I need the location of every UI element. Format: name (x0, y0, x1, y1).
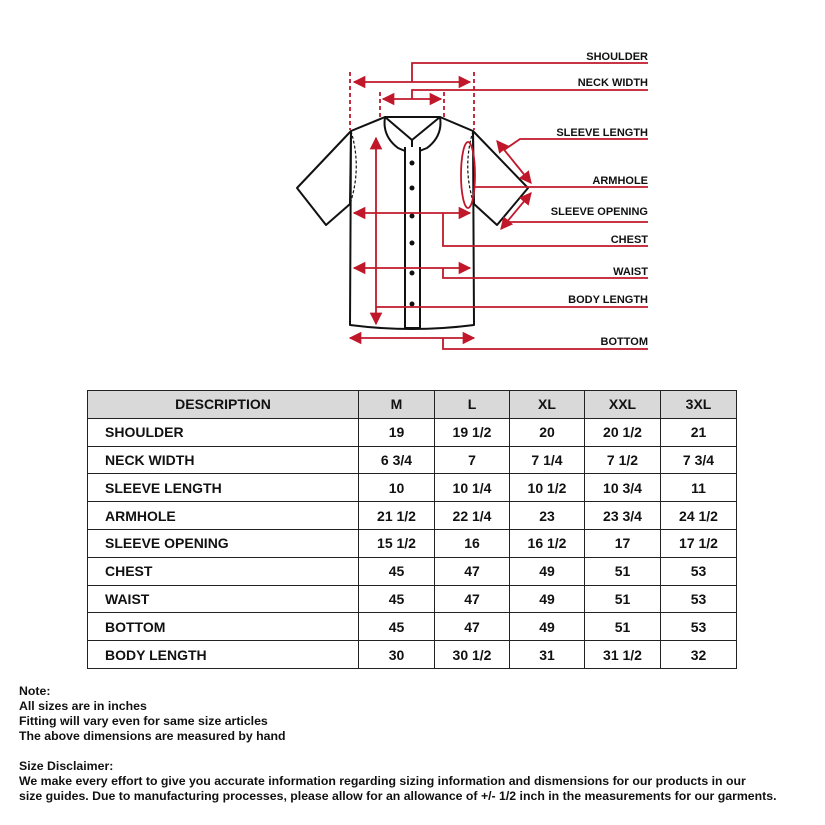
row-description: SHOULDER (88, 418, 359, 446)
size-value-cell: 31 1/2 (585, 641, 661, 669)
header-size-l: L (435, 391, 510, 419)
size-value-cell: 19 (359, 418, 435, 446)
size-value-cell: 10 (359, 474, 435, 502)
size-value-cell: 30 (359, 641, 435, 669)
size-value-cell: 53 (661, 557, 737, 585)
size-value-cell: 22 1/4 (435, 502, 510, 530)
shirt-outline (297, 117, 528, 329)
row-description: ARMHOLE (88, 502, 359, 530)
label-armhole: ARMHOLE (592, 175, 648, 187)
disclaimer-title: Size Disclaimer: (19, 759, 114, 773)
note-title: Note: (19, 684, 51, 698)
row-description: NECK WIDTH (88, 446, 359, 474)
size-value-cell: 53 (661, 585, 737, 613)
size-value-cell: 53 (661, 613, 737, 641)
size-value-cell: 45 (359, 557, 435, 585)
size-value-cell: 51 (585, 557, 661, 585)
label-bottom: BOTTOM (600, 336, 648, 348)
size-value-cell: 7 (435, 446, 510, 474)
table-row (88, 613, 737, 641)
table-row (88, 529, 737, 557)
note-line: All sizes are in inches (19, 699, 147, 713)
size-value-cell: 15 1/2 (359, 529, 435, 557)
row-description: BOTTOM (88, 613, 359, 641)
row-description: WAIST (88, 585, 359, 613)
row-description: SLEEVE OPENING (88, 529, 359, 557)
label-sleeve-length: SLEEVE LENGTH (556, 127, 648, 139)
size-value-cell: 21 (661, 418, 737, 446)
table-row (88, 474, 737, 502)
sleeve-length-leader (504, 139, 648, 150)
size-value-cell: 21 1/2 (359, 502, 435, 530)
size-value-cell: 23 (510, 502, 585, 530)
size-value-cell: 49 (510, 585, 585, 613)
size-value-cell: 20 1/2 (585, 418, 661, 446)
size-value-cell: 7 1/4 (510, 446, 585, 474)
notes-spacer (19, 744, 776, 759)
size-value-cell: 16 (435, 529, 510, 557)
size-value-cell: 6 3/4 (359, 446, 435, 474)
size-value-cell: 11 (661, 474, 737, 502)
label-sleeve-opening: SLEEVE OPENING (550, 206, 648, 218)
size-value-cell: 7 3/4 (661, 446, 737, 474)
size-value-cell: 10 3/4 (585, 474, 661, 502)
size-value-cell: 45 (359, 585, 435, 613)
row-description: CHEST (88, 557, 359, 585)
size-value-cell: 24 1/2 (661, 502, 737, 530)
table-row (88, 502, 737, 530)
size-value-cell: 47 (435, 585, 510, 613)
label-shoulder: SHOULDER (586, 51, 648, 63)
size-value-cell: 16 1/2 (510, 529, 585, 557)
size-value-cell: 47 (435, 557, 510, 585)
size-value-cell: 49 (510, 557, 585, 585)
neck-width-leader (412, 90, 648, 99)
note-line: Fitting will vary even for same size articles (19, 714, 268, 728)
label-body-length: BODY LENGTH (568, 294, 648, 306)
header-description: DESCRIPTION (88, 391, 359, 419)
row-description: SLEEVE LENGTH (88, 474, 359, 502)
header-size-xxl: XXL (585, 391, 661, 419)
disclaimer-line: size guides. Due to manufacturing processes, please allow for an allowance of +/- 1/2 inch in the measurements for our garments. (19, 789, 777, 803)
disclaimer-line: We make every effort to give you accurate information regarding sizing information and dismensions for our products in our (19, 774, 746, 788)
size-value-cell: 47 (435, 613, 510, 641)
size-value-cell: 20 (510, 418, 585, 446)
table-row (88, 641, 737, 669)
shirt-measurement-diagram (0, 0, 825, 370)
size-value-cell: 51 (585, 585, 661, 613)
header-size-3xl: 3XL (661, 391, 737, 419)
size-value-cell: 17 (585, 529, 661, 557)
table-row (88, 446, 737, 474)
size-value-cell: 30 1/2 (435, 641, 510, 669)
size-value-cell: 19 1/2 (435, 418, 510, 446)
notes-section (19, 684, 776, 804)
size-value-cell: 49 (510, 613, 585, 641)
size-value-cell: 31 (510, 641, 585, 669)
header-size-m: M (359, 391, 435, 419)
label-waist: WAIST (613, 266, 648, 278)
size-chart-table (87, 390, 737, 669)
size-value-cell: 51 (585, 613, 661, 641)
note-line: The above dimensions are measured by hand (19, 729, 286, 743)
diagram-labels (551, 51, 648, 348)
size-value-cell: 17 1/2 (661, 529, 737, 557)
left-sleeve (297, 131, 351, 225)
table-row (88, 585, 737, 613)
size-value-cell: 32 (661, 641, 737, 669)
table-header-row (88, 391, 737, 419)
size-value-cell: 45 (359, 613, 435, 641)
size-value-cell: 23 3/4 (585, 502, 661, 530)
header-size-xl: XL (510, 391, 585, 419)
table-row (88, 557, 737, 585)
row-description: BODY LENGTH (88, 641, 359, 669)
size-value-cell: 10 1/2 (510, 474, 585, 502)
label-neck-width: NECK WIDTH (577, 77, 648, 89)
label-chest: CHEST (610, 234, 648, 246)
placket (405, 147, 420, 328)
size-value-cell: 7 1/2 (585, 446, 661, 474)
table-row (88, 418, 737, 446)
size-value-cell: 10 1/4 (435, 474, 510, 502)
